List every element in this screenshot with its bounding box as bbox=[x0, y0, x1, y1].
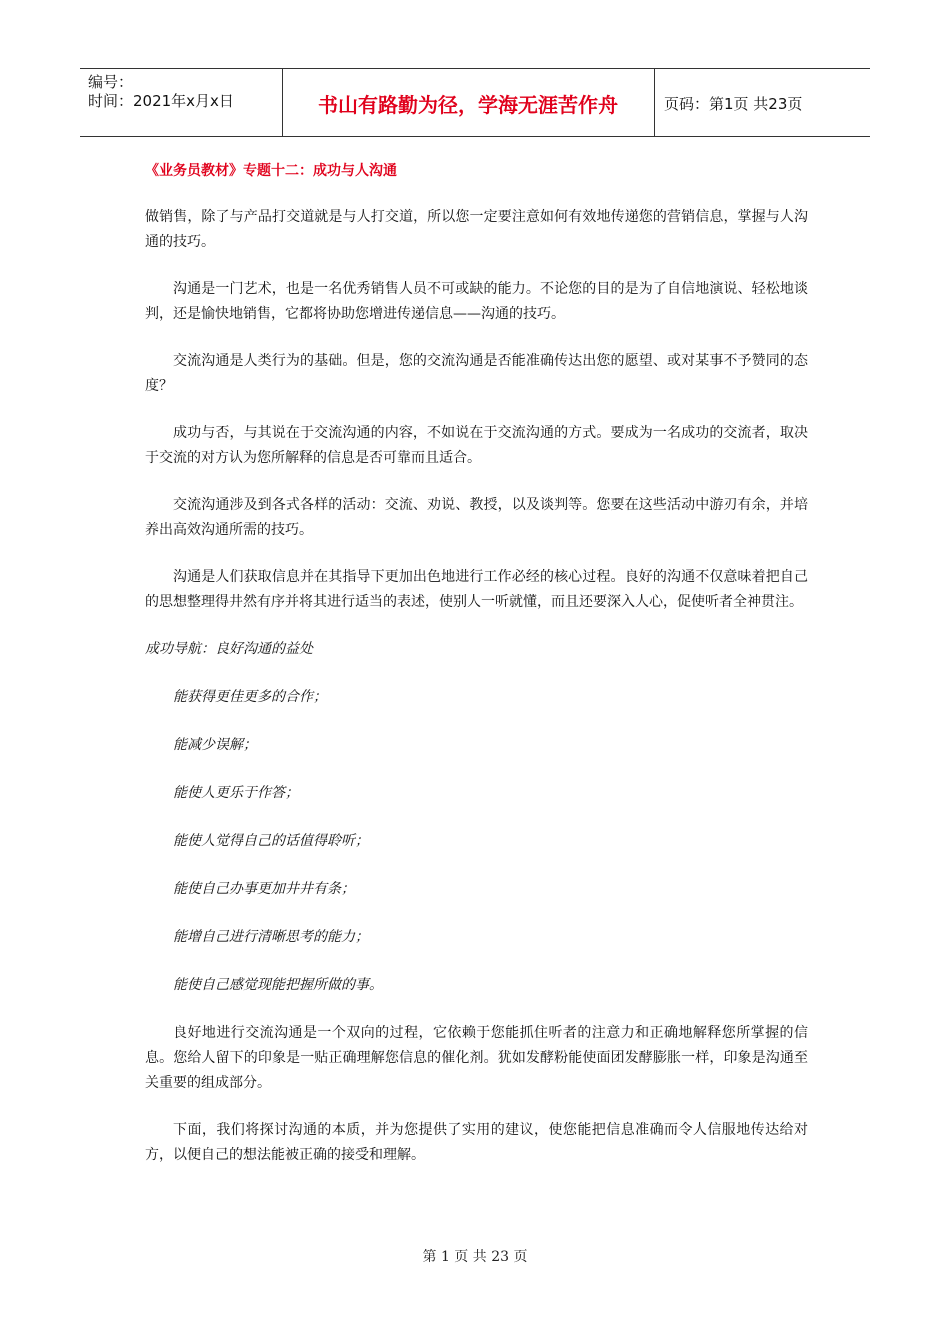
paragraph: 沟通是人们获取信息并在其指导下更加出色地进行工作必经的核心过程。良好的沟通不仅意味着把自己的思想整理得井然有序并将其进行适当的表述，使别人一听就懂，而且还要深入人心，促使听者全神贯注。 bbox=[145, 569, 808, 610]
benefit-item: 能使人更乐于作答； bbox=[173, 785, 299, 801]
paragraph: 交流沟通是人类行为的基础。但是，您的交流沟通是否能准确传达出您的愿望、或对某事不予赞同的态度？ bbox=[145, 353, 808, 394]
benefit-item: 能使人觉得自己的话值得聆听； bbox=[173, 833, 369, 849]
paragraph: 做销售，除了与产品打交道就是与人打交道，所以您一定要注意如何有效地传递您的营销信息，掌握与人沟通的技巧。 bbox=[145, 209, 808, 250]
page-footer: 第 1 页 共 23 页 bbox=[422, 1249, 528, 1265]
document-body bbox=[145, 160, 808, 1190]
paragraph: 下面，我们将探讨沟通的本质，并为您提供了实用的建议，使您能把信息准确而令人信服地传达给对方，以便自己的想法能被正确的接受和理解。 bbox=[145, 1122, 808, 1163]
header-divider bbox=[654, 69, 655, 136]
date-label: 时间：2021年x月x日 bbox=[88, 92, 234, 110]
benefit-item: 能增自己进行清晰思考的能力； bbox=[173, 929, 369, 945]
page-header bbox=[80, 68, 870, 137]
paragraph: 沟通是一门艺术，也是一名优秀销售人员不可或缺的能力。不论您的目的是为了自信地演说、轻松地谈判，还是愉快地销售，它都将协助您增进传递信息——沟通的技巧。 bbox=[145, 281, 808, 322]
benefit-item: 能获得更佳更多的合作； bbox=[173, 689, 327, 705]
header-motto: 书山有路勤为径，学海无涯苦作舟 bbox=[318, 93, 618, 117]
paragraph: 成功与否，与其说在于交流沟通的内容，不如说在于交流沟通的方式。要成为一名成功的交流者，取决于交流的对方认为您所解释的信息是否可靠而且适合。 bbox=[145, 425, 808, 466]
paragraph: 良好地进行交流沟通是一个双向的过程，它依赖于您能抓住听者的注意力和正确地解释您所掌握的信息。您给人留下的印象是一贴正确理解您信息的催化剂。犹如发酵粉能使面团发酵膨胀一样，印象是沟通至关重要的组成部分。 bbox=[145, 1025, 808, 1091]
header-page-info: 页码：第1页 共23页 bbox=[664, 95, 803, 113]
header-meta bbox=[88, 73, 278, 111]
paragraph: 交流沟通涉及到各式各样的活动：交流、劝说、教授，以及谈判等。您要在这些活动中游刃有余，并培养出高效沟通所需的技巧。 bbox=[145, 497, 808, 538]
benefit-item: 能减少误解； bbox=[173, 737, 257, 753]
document-title: 《业务员教材》专题十二：成功与人沟通 bbox=[145, 163, 397, 179]
benefit-item: 能使自己办事更加井井有条； bbox=[173, 881, 355, 897]
benefit-item: 能使自己感觉现能把握所做的事。 bbox=[173, 977, 383, 993]
number-label: 编号： bbox=[88, 73, 134, 91]
benefits-heading: 成功导航：良好沟通的益处 bbox=[145, 641, 313, 657]
